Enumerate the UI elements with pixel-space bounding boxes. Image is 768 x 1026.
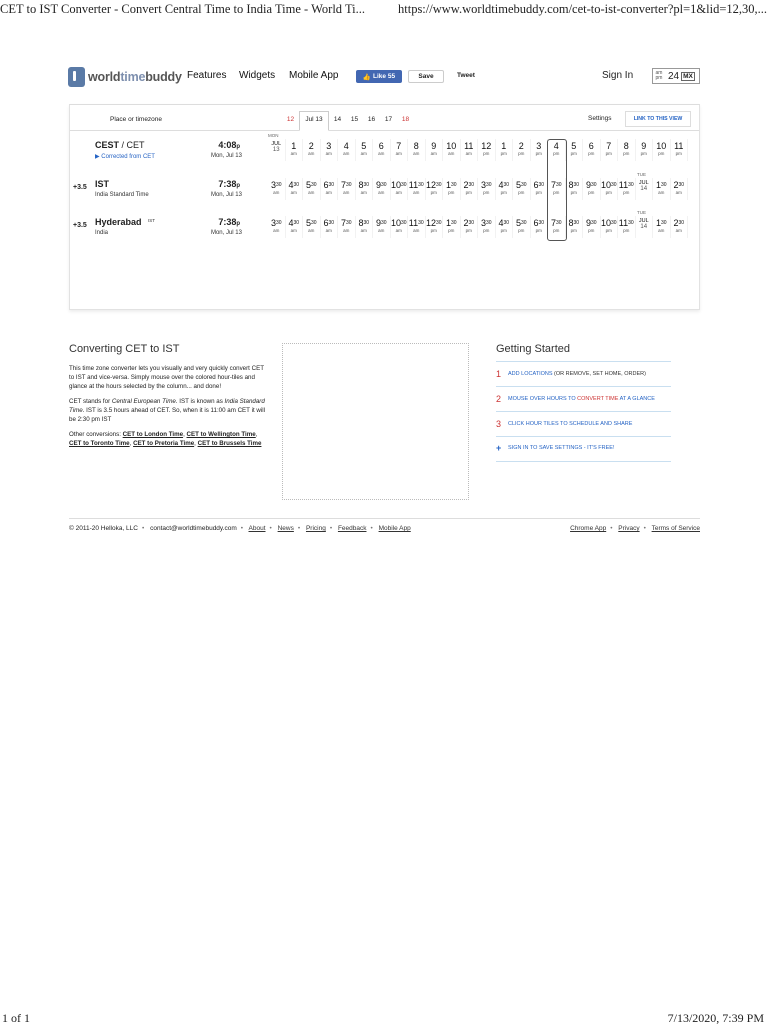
hour-tile[interactable]: $4^{30}$ am [286,178,304,200]
current-time: 4:08p [218,140,240,150]
current-date: Mon, Jul 13 [210,230,242,236]
date-tabs [282,111,414,131]
hour-tile[interactable]: $3^{30}$ am [268,216,286,238]
conversion-link[interactable]: CET to London Time [122,431,184,438]
hour-tile[interactable]: $7^{30}$ am [338,216,356,238]
nav-features[interactable]: Features [187,70,227,81]
footer-link-chrome-app[interactable]: Chrome App [570,525,607,532]
hour-tile[interactable]: $9^{30}$ pm [583,178,601,200]
hour-tile[interactable]: $12^{30}$ pm [426,178,444,200]
hour-tile[interactable]: 9 pm [636,139,654,161]
hour-tile[interactable]: 11 am [461,139,479,161]
date-tab[interactable]: 14 [333,116,342,123]
tue-label: TUE [637,172,646,177]
footer-left: © 2011-20 Helloka, LLC • contact@worldtimebuddy.com • About • News • Pricing • Feedback • Mobile App [69,525,411,532]
current-date: Mon, Jul 13 [210,192,242,198]
timezone-name[interactable]: Hyderabad [95,217,142,227]
hour-tile[interactable]: 10 pm [653,139,671,161]
hour-tile[interactable]: $3^{30}$ am [268,178,286,200]
hour-tile[interactable]: $10^{30}$ pm [601,178,619,200]
ad-placeholder [282,343,469,500]
hour-tile[interactable]: 9 am [426,139,444,161]
hour-tile[interactable]: $2^{30}$ pm [461,216,479,238]
panel-header [70,105,699,131]
hour-tile[interactable]: 11 pm [671,139,689,161]
footer-link-privacy[interactable]: Privacy [618,525,640,532]
footer-right: Chrome App • Privacy • Terms of Service [570,525,700,532]
other-conversions: Other conversions: CET to London Time, CET to Wellington Time, CET to Toronto Time, CET to Pretoria Time, CET to Brussels Time [69,431,262,447]
hour-tile[interactable]: JUL 14 [636,178,654,200]
place-or-timezone-label[interactable]: Place or timezone [110,116,163,123]
sign-in-link[interactable]: Sign In [602,70,634,81]
hour-tiles [268,216,688,238]
hour-tile[interactable]: $1^{30}$ pm [443,178,461,200]
footer-link-feedback[interactable]: Feedback [337,525,367,532]
hour-tile[interactable]: 4 pm [548,139,566,161]
nav-widgets[interactable]: Widgets [239,70,276,81]
hour-tile[interactable]: $10^{30}$ am [391,216,409,238]
getting-started-item[interactable]: 2 MOUSE OVER HOURS TO CONVERT TIME AT A GLANCE [496,394,655,404]
link-to-this-view-button[interactable]: LINK TO THIS VIEW [625,111,691,127]
divider [496,436,671,437]
contact-email[interactable]: contact@worldtimebuddy.com [150,525,237,532]
section-heading: Converting CET to IST [69,343,180,355]
logo-icon [68,67,85,87]
conversion-link[interactable]: CET to Wellington Time [186,431,256,438]
time-format-toggle[interactable] [652,68,700,84]
divider [496,386,671,387]
hour-tile[interactable]: $10^{30}$ pm [601,216,619,238]
hour-tile[interactable]: $5^{30}$ am [303,178,321,200]
hour-tile[interactable]: $11^{30}$ am [408,178,426,200]
hour-tile[interactable]: 12 pm [478,139,496,161]
hour-tile[interactable]: $11^{30}$ am [408,216,426,238]
hour-tile[interactable]: 5 am [356,139,374,161]
hour-tile[interactable]: $6^{30}$ pm [531,178,549,200]
hour-tile[interactable]: 3 am [321,139,339,161]
footer-link-terms[interactable]: Terms of Service [651,525,700,532]
hour-tile[interactable]: $7^{30}$ am [338,178,356,200]
hour-tile[interactable]: $7^{30}$ pm [548,178,566,200]
hour-tile[interactable]: $4^{30}$ pm [496,216,514,238]
hour-tile[interactable]: $6^{30}$ am [321,216,339,238]
description [69,364,269,454]
date-tab[interactable]: 16 [367,116,376,123]
site-logo[interactable] [68,66,182,88]
date-tab-today[interactable]: Jul 13 [299,111,329,131]
print-page-title: CET to IST Converter - Convert Central Time to India Time - World Ti... [0,2,365,16]
hour-tile[interactable]: $1^{30}$ pm [443,216,461,238]
date-tab[interactable]: 12 [286,116,295,123]
conversion-link[interactable]: CET to Pretoria Time [133,440,195,447]
hour-tile[interactable]: 4 am [338,139,356,161]
hour-tile[interactable]: 2 am [303,139,321,161]
divider [496,361,671,362]
thumbs-up-icon: 👍 [362,73,372,81]
plus-icon: + [496,443,502,453]
converter-panel [69,104,700,310]
hour-tile[interactable]: $2^{30}$ am [671,216,689,238]
hour-tile[interactable]: $1^{30}$ am [653,178,671,200]
cet-ist-paragraph: CET stands for Central European Time. IST is known as India Standard Time. IST is 3.5 hours ahead of CET. So, when it is 11:00 am CET it will be 2:30 pm IST [69,398,265,423]
hour-tile[interactable]: $9^{30}$ pm [583,216,601,238]
hour-tile[interactable]: 1 am [286,139,304,161]
timezone-description: India [95,230,109,236]
settings-link[interactable]: Settings [588,115,612,122]
hour-tile[interactable]: 6 pm [583,139,601,161]
site-footer [69,525,700,532]
date-tab[interactable]: 18 [401,116,410,123]
hour-tile[interactable]: $4^{30}$ am [286,216,304,238]
hour-tile[interactable]: 2 pm [513,139,531,161]
hour-tile[interactable]: $6^{30}$ am [321,178,339,200]
current-date: Mon, Jul 13 [210,153,242,159]
getting-started-title: Getting Started [496,343,570,355]
tweet-button[interactable]: Tweet [457,72,475,79]
current-hour-highlight[interactable] [547,139,567,241]
timezone-description: India Standard Time [95,192,149,198]
footer-link-about[interactable]: About [248,525,266,532]
timezone-row-hyderabad[interactable] [70,210,699,246]
hour-tile[interactable]: $8^{30}$ pm [566,178,584,200]
getting-started-item[interactable]: 3 CLICK HOUR TILES TO SCHEDULE AND SHARE [496,419,633,429]
hour-tile[interactable]: $4^{30}$ pm [496,178,514,200]
timezone-alt-name: / CET [119,140,145,150]
footer-link-news[interactable]: News [277,525,294,532]
hour-tile[interactable]: 10 am [443,139,461,161]
hour-tile[interactable]: $10^{30}$ am [391,178,409,200]
footer-divider [69,518,700,519]
utc-offset: +3.5 [73,222,87,229]
hour-tile[interactable]: 7 am [391,139,409,161]
copyright: © 2011-20 Helloka, LLC [69,525,138,532]
hour-tiles [268,178,688,200]
hour-tile[interactable]: $12^{30}$ pm [426,216,444,238]
mx-toggle[interactable]: MX [683,72,693,80]
hour-tile[interactable]: 1 pm [496,139,514,161]
getting-started-item[interactable]: 1 ADD LOCATIONS (OR REMOVE, SET HOME, ORDER) [496,369,646,379]
hour-tile[interactable]: JUL 14 [636,216,654,238]
hour-tiles [268,139,688,161]
current-time: 7:38p [218,179,240,189]
hour-tile[interactable]: $8^{30}$ pm [566,216,584,238]
hour-tile[interactable]: $3^{30}$ pm [478,178,496,200]
hour-tile[interactable]: $9^{30}$ am [373,216,391,238]
hour-tile[interactable]: $5^{30}$ pm [513,178,531,200]
date-tab[interactable]: 15 [350,116,359,123]
hour-tile[interactable]: $11^{30}$ pm [618,216,636,238]
divider [496,411,671,412]
footer-link-pricing[interactable]: Pricing [305,525,326,532]
timezone-name[interactable]: IST [95,179,110,189]
hour-tile[interactable]: JUL 13 [268,139,286,161]
timezone-row-ist[interactable] [70,172,699,208]
site-header [68,62,700,90]
mon-label: MON [268,133,279,138]
print-timestamp: 7/13/2020, 7:39 PM [667,1011,764,1025]
timezone-row-cest[interactable] [70,133,699,169]
hour-tile[interactable]: $3^{30}$ pm [478,216,496,238]
current-time: 7:38p [218,217,240,227]
nav-mobile-app[interactable]: Mobile App [289,70,339,81]
hour-tile[interactable]: 8 pm [618,139,636,161]
hour-tile[interactable]: 8 am [408,139,426,161]
hour-tile[interactable]: $8^{30}$ am [356,178,374,200]
hour-tile[interactable]: $1^{30}$ am [653,216,671,238]
sign-in-to-save-item[interactable]: + SIGN IN TO SAVE SETTINGS - IT'S FREE! [496,443,615,453]
timezone-abbr: IST [148,218,156,223]
tue-label: TUE [637,210,646,215]
save-button[interactable]: Save [408,70,444,83]
hour-tile[interactable]: $2^{30}$ pm [461,178,479,200]
hour-tile[interactable]: 5 pm [566,139,584,161]
hour-tile[interactable]: $2^{30}$ am [671,178,689,200]
hour-tile[interactable]: $6^{30}$ pm [531,216,549,238]
hour-tile[interactable]: $11^{30}$ pm [618,178,636,200]
hours-24-label: 24 [668,70,680,82]
print-page-url: https://www.worldtimebuddy.com/cet-to-ist-converter?pl=1&lid=12,30,... [398,2,768,16]
logo-text: worldtimebuddy [88,70,182,84]
divider [496,461,671,462]
hour-tile[interactable]: 7 pm [601,139,619,161]
intro-paragraph: This time zone converter lets you visually and very quickly convert CET to IST and vice-versa. Simply mouse over the colored hour-tiles and glance at the hours selected by the column... and done! [69,365,264,390]
hour-tile[interactable]: 3 pm [531,139,549,161]
timezone-name[interactable]: CEST / CET [95,140,145,150]
hour-tile[interactable]: $7^{30}$ pm [548,216,566,238]
ampm-label: am pm [655,70,663,81]
facebook-like-button[interactable]: 👍 Like 55 [356,70,402,83]
utc-offset: +3.5 [73,184,87,191]
hour-tile[interactable]: 6 am [373,139,391,161]
hour-tile[interactable]: $5^{30}$ am [303,216,321,238]
conversion-link[interactable]: CET to Toronto Time [69,440,130,447]
hour-tile[interactable]: $8^{30}$ am [356,216,374,238]
print-page-number: 1 of 1 [2,1011,30,1025]
date-tab[interactable]: 17 [384,116,393,123]
footer-link-mobile-app[interactable]: Mobile App [378,525,411,532]
timezone-description[interactable]: ▶ Corrected from CET [95,154,155,160]
hour-tile[interactable]: $9^{30}$ am [373,178,391,200]
conversion-link[interactable]: CET to Brussels Time [197,440,262,447]
hour-tile[interactable]: $5^{30}$ pm [513,216,531,238]
